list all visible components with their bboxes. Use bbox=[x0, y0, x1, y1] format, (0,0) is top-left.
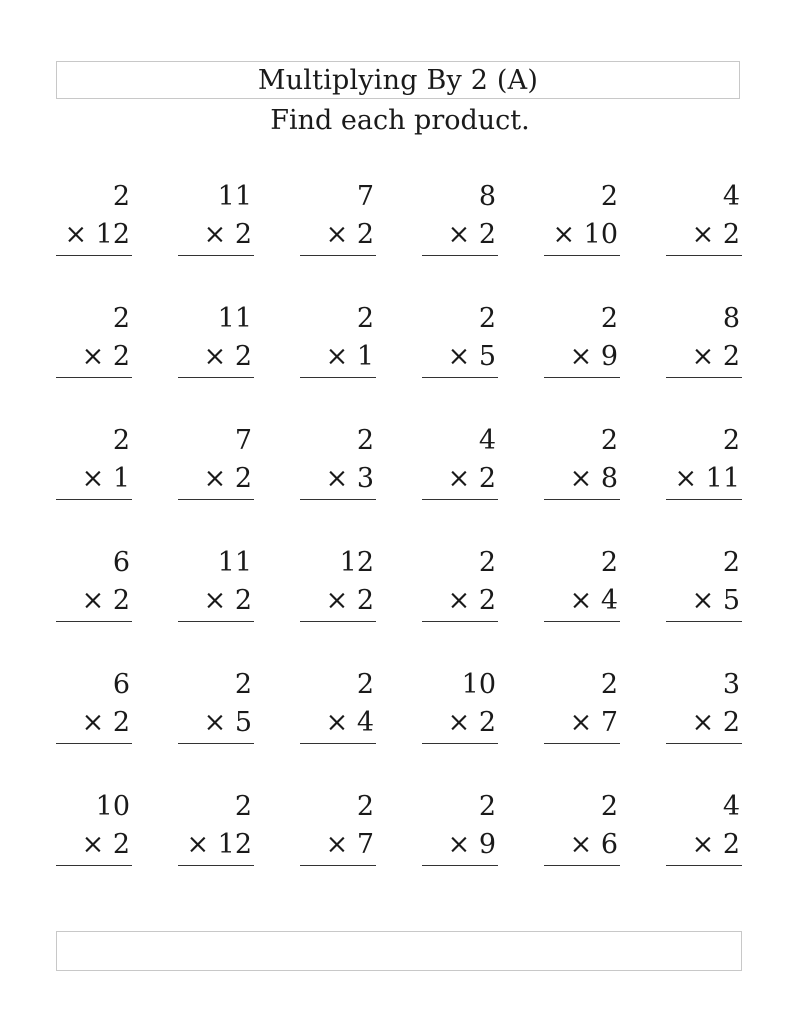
problem-item bbox=[666, 666, 742, 744]
answer-line bbox=[178, 865, 254, 866]
multiplier: × 2 bbox=[447, 219, 496, 250]
multiplicand: 2 bbox=[356, 791, 374, 822]
answer-line bbox=[666, 255, 742, 256]
multiplicand: 2 bbox=[356, 303, 374, 334]
multiplier: × 4 bbox=[325, 707, 374, 738]
problem-item bbox=[422, 422, 498, 500]
multiplier: × 2 bbox=[81, 341, 130, 372]
problem-item bbox=[178, 422, 254, 500]
multiplicand: 4 bbox=[722, 181, 740, 212]
multiplicand: 2 bbox=[356, 669, 374, 700]
problem-item bbox=[300, 178, 376, 256]
answer-line bbox=[422, 743, 498, 744]
multiplicand: 2 bbox=[112, 181, 130, 212]
multiplier: × 2 bbox=[81, 585, 130, 616]
problem-item bbox=[544, 300, 620, 378]
answer-line bbox=[544, 499, 620, 500]
problem-item bbox=[422, 666, 498, 744]
answer-line bbox=[422, 499, 498, 500]
multiplier: × 9 bbox=[447, 829, 496, 860]
multiplicand: 2 bbox=[722, 425, 740, 456]
multiplier: × 5 bbox=[447, 341, 496, 372]
multiplicand: 2 bbox=[478, 791, 496, 822]
multiplier: × 2 bbox=[447, 585, 496, 616]
multiplicand: 2 bbox=[600, 547, 618, 578]
problem-item bbox=[666, 788, 742, 866]
problem-item bbox=[300, 788, 376, 866]
answer-line bbox=[178, 743, 254, 744]
problem-item bbox=[178, 544, 254, 622]
problem-item bbox=[300, 666, 376, 744]
problem-item bbox=[666, 544, 742, 622]
multiplicand: 6 bbox=[112, 669, 130, 700]
multiplier: × 2 bbox=[325, 585, 374, 616]
answer-line bbox=[300, 499, 376, 500]
answer-line bbox=[300, 743, 376, 744]
multiplier: × 2 bbox=[203, 219, 252, 250]
multiplicand: 10 bbox=[95, 791, 130, 822]
problem-item bbox=[178, 300, 254, 378]
answer-line bbox=[56, 743, 132, 744]
multiplier: × 2 bbox=[691, 829, 740, 860]
multiplier: × 6 bbox=[569, 829, 618, 860]
problem-item bbox=[178, 788, 254, 866]
answer-line bbox=[422, 865, 498, 866]
answer-line bbox=[56, 255, 132, 256]
multiplicand: 2 bbox=[234, 669, 252, 700]
answer-line bbox=[178, 377, 254, 378]
answer-line bbox=[544, 621, 620, 622]
problem-item bbox=[666, 300, 742, 378]
multiplier: × 7 bbox=[325, 829, 374, 860]
multiplicand: 11 bbox=[217, 181, 252, 212]
problem-item bbox=[544, 788, 620, 866]
multiplier: × 2 bbox=[81, 829, 130, 860]
problem-item bbox=[56, 300, 132, 378]
multiplicand: 2 bbox=[234, 791, 252, 822]
multiplicand: 2 bbox=[600, 303, 618, 334]
multiplier: × 2 bbox=[81, 707, 130, 738]
multiplicand: 2 bbox=[478, 547, 496, 578]
answer-line bbox=[666, 621, 742, 622]
multiplier: × 11 bbox=[674, 463, 740, 494]
answer-line bbox=[544, 865, 620, 866]
answer-line bbox=[666, 743, 742, 744]
answer-line bbox=[300, 621, 376, 622]
answer-line bbox=[544, 255, 620, 256]
problem-item bbox=[422, 178, 498, 256]
problem-item bbox=[666, 178, 742, 256]
problem-item bbox=[544, 666, 620, 744]
answer-line bbox=[666, 377, 742, 378]
multiplicand: 10 bbox=[461, 669, 496, 700]
multiplicand: 11 bbox=[217, 303, 252, 334]
multiplier: × 2 bbox=[203, 341, 252, 372]
answer-line bbox=[56, 377, 132, 378]
answer-line bbox=[178, 255, 254, 256]
problem-item bbox=[56, 666, 132, 744]
multiplicand: 12 bbox=[339, 547, 374, 578]
problem-item bbox=[666, 422, 742, 500]
answer-line bbox=[422, 255, 498, 256]
multiplier: × 2 bbox=[203, 585, 252, 616]
answer-line bbox=[544, 377, 620, 378]
multiplicand: 2 bbox=[478, 303, 496, 334]
multiplicand: 2 bbox=[600, 791, 618, 822]
multiplier: × 4 bbox=[569, 585, 618, 616]
problem-item bbox=[300, 544, 376, 622]
answer-line bbox=[56, 499, 132, 500]
problem-item bbox=[56, 422, 132, 500]
multiplier: × 2 bbox=[691, 341, 740, 372]
problem-item bbox=[544, 178, 620, 256]
problem-item bbox=[422, 788, 498, 866]
multiplicand: 2 bbox=[600, 669, 618, 700]
answer-line bbox=[300, 865, 376, 866]
footer-box bbox=[56, 931, 742, 971]
multiplier: × 9 bbox=[569, 341, 618, 372]
multiplicand: 6 bbox=[112, 547, 130, 578]
answer-line bbox=[56, 621, 132, 622]
multiplicand: 8 bbox=[478, 181, 496, 212]
problem-item bbox=[300, 422, 376, 500]
multiplicand: 2 bbox=[112, 303, 130, 334]
problem-item bbox=[422, 544, 498, 622]
multiplicand: 7 bbox=[234, 425, 252, 456]
multiplier: × 1 bbox=[81, 463, 130, 494]
multiplicand: 2 bbox=[722, 547, 740, 578]
answer-line bbox=[178, 499, 254, 500]
answer-line bbox=[422, 621, 498, 622]
problem-item bbox=[544, 544, 620, 622]
problem-item bbox=[544, 422, 620, 500]
multiplier: × 8 bbox=[569, 463, 618, 494]
answer-line bbox=[300, 377, 376, 378]
multiplicand: 8 bbox=[722, 303, 740, 334]
multiplier: × 2 bbox=[447, 707, 496, 738]
problem-item bbox=[422, 300, 498, 378]
instructions: Find each product. bbox=[270, 105, 530, 136]
multiplicand: 2 bbox=[600, 181, 618, 212]
title-box bbox=[56, 61, 740, 99]
multiplier: × 3 bbox=[325, 463, 374, 494]
multiplicand: 4 bbox=[722, 791, 740, 822]
worksheet-title: Multiplying By 2 (A) bbox=[257, 64, 539, 96]
multiplier: × 2 bbox=[203, 463, 252, 494]
problem-item bbox=[56, 788, 132, 866]
answer-line bbox=[422, 377, 498, 378]
multiplier: × 7 bbox=[569, 707, 618, 738]
multiplier: × 2 bbox=[447, 463, 496, 494]
problem-item bbox=[56, 178, 132, 256]
answer-line bbox=[666, 865, 742, 866]
multiplier: × 1 bbox=[325, 341, 374, 372]
problem-grid bbox=[56, 178, 742, 866]
answer-line bbox=[666, 499, 742, 500]
problem-item bbox=[56, 544, 132, 622]
multiplicand: 11 bbox=[217, 547, 252, 578]
multiplier: × 5 bbox=[691, 585, 740, 616]
multiplicand: 3 bbox=[722, 669, 740, 700]
multiplier: × 12 bbox=[186, 829, 252, 860]
multiplicand: 7 bbox=[356, 181, 374, 212]
multiplier: × 10 bbox=[552, 219, 618, 250]
answer-line bbox=[544, 743, 620, 744]
answer-line bbox=[300, 255, 376, 256]
multiplicand: 2 bbox=[112, 425, 130, 456]
multiplier: × 2 bbox=[691, 707, 740, 738]
multiplier: × 12 bbox=[64, 219, 130, 250]
multiplicand: 2 bbox=[356, 425, 374, 456]
problem-item bbox=[178, 178, 254, 256]
multiplier: × 2 bbox=[691, 219, 740, 250]
answer-line bbox=[178, 621, 254, 622]
multiplier: × 2 bbox=[325, 219, 374, 250]
problem-item bbox=[300, 300, 376, 378]
multiplier: × 5 bbox=[203, 707, 252, 738]
multiplicand: 4 bbox=[478, 425, 496, 456]
multiplicand: 2 bbox=[600, 425, 618, 456]
problem-item bbox=[178, 666, 254, 744]
answer-line bbox=[56, 865, 132, 866]
